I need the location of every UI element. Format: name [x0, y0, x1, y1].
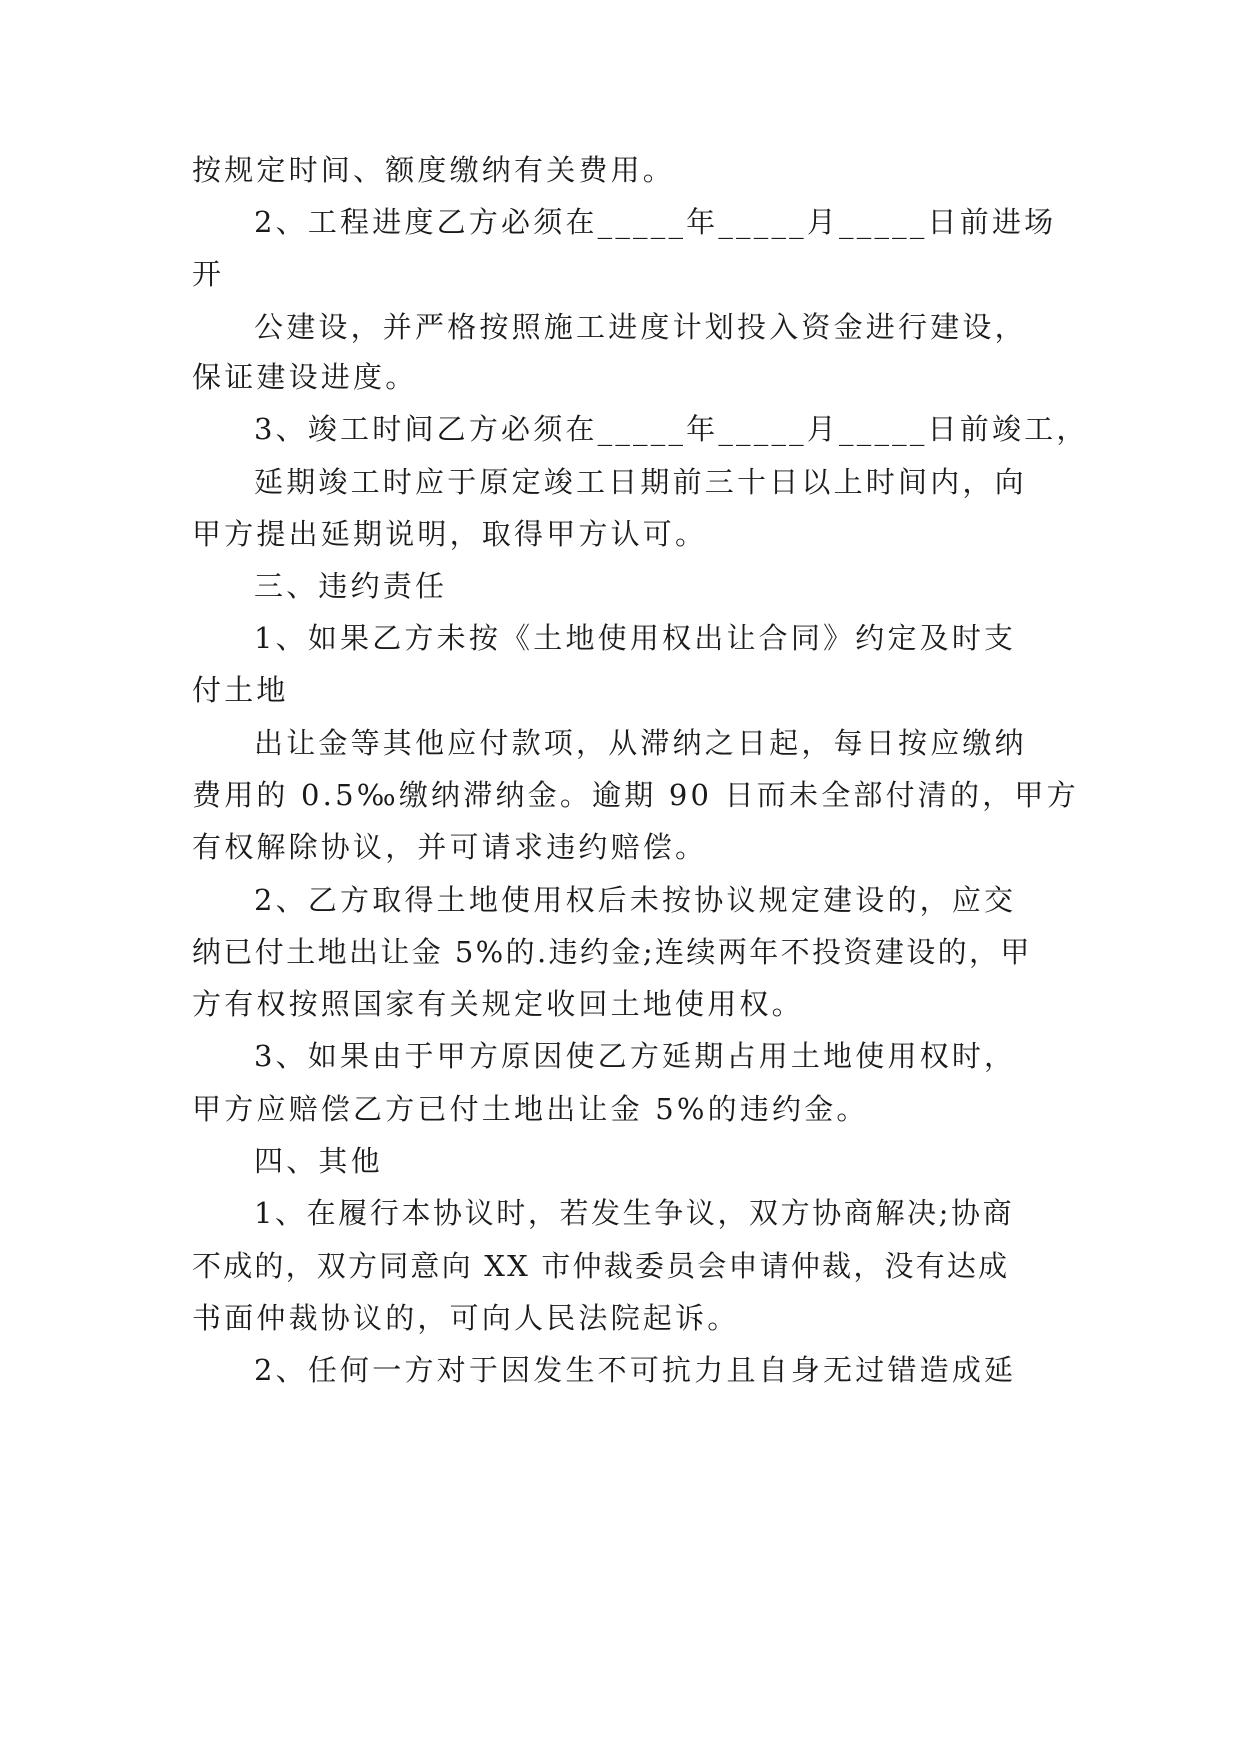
text-line: 2、工程进度乙方必须在_____年_____月_____日前进场	[254, 205, 1057, 239]
text-line: 甲方提出延期说明，取得甲方认可。	[192, 517, 708, 551]
text-line: 3、竣工时间乙方必须在_____年_____月_____日前竣工，	[254, 412, 1089, 446]
text-line: 开	[192, 257, 225, 291]
text-line: 1、如果乙方未按《土地使用权出让合同》约定及时支	[254, 621, 1017, 655]
text-line: 不成的，双方同意向 XX 市仲裁委员会申请仲裁，没有达成	[192, 1249, 1010, 1283]
text-line: 有权解除协议，并可请求违约赔偿。	[192, 830, 708, 864]
text-line: 付土地	[192, 673, 289, 707]
text-line: 1、在履行本协议时，若发生争议，双方协商解决;协商	[254, 1196, 1015, 1230]
text-line: 3、如果由于甲方原因使乙方延期占用土地使用权时，	[254, 1039, 1017, 1073]
section-heading: 四、其他	[254, 1144, 383, 1178]
text-line: 保证建设进度。	[192, 360, 418, 394]
text-line: 延期竣工时应于原定竣工日期前三十日以上时间内，向	[254, 465, 1027, 499]
text-line: 费用的 0.5‰缴纳滞纳金。逾期 90 日而未全部付清的，甲方	[192, 778, 1079, 812]
text-line: 方有权按照国家有关规定收回土地使用权。	[192, 987, 804, 1021]
text-line: 纳已付土地出让金 5%的.违约金;连续两年不投资建设的，甲	[192, 935, 1032, 969]
text-line: 2、乙方取得土地使用权后未按协议规定建设的，应交	[254, 883, 1017, 917]
section-heading: 三、违约责任	[254, 569, 448, 603]
text-line: 书面仲裁协议的，可向人民法院起诉。	[192, 1301, 740, 1335]
text-line: 甲方应赔偿乙方已付土地出让金 5%的违约金。	[192, 1092, 869, 1126]
text-line: 出让金等其他应付款项，从滞纳之日起，每日按应缴纳	[254, 726, 1027, 760]
text-line: 2、任何一方对于因发生不可抗力且自身无过错造成延	[254, 1353, 1017, 1387]
text-line: 公建设，并严格按照施工进度计划投入资金进行建设，	[254, 310, 1027, 344]
text-line: 按规定时间、额度缴纳有关费用。	[192, 153, 676, 187]
